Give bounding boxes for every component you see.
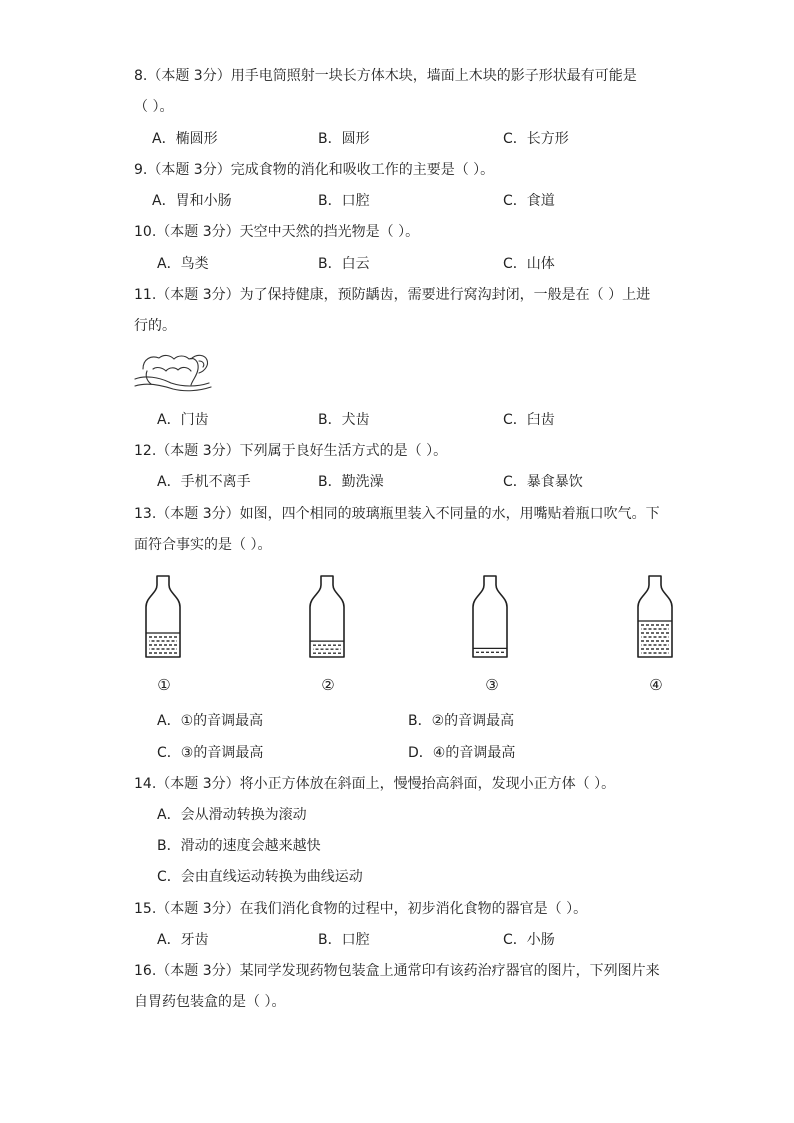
bottle-4-label: ④	[649, 676, 663, 694]
question-13-option-b[interactable]: B．②的音调最高	[408, 713, 515, 729]
question-12-stem: 12.（本题 3分）下列属于良好生活方式的是（ ）。	[134, 443, 448, 459]
question-9-option-a[interactable]: A．胃和小肠	[152, 193, 232, 209]
question-9-option-c[interactable]: C．食道	[503, 193, 555, 209]
bottle-1	[144, 575, 182, 659]
question-12-option-b[interactable]: B．勤洗澡	[318, 474, 384, 490]
question-15-option-c[interactable]: C．小肠	[503, 932, 555, 948]
question-13-option-a[interactable]: A．①的音调最高	[157, 713, 264, 729]
question-10-option-c[interactable]: C．山体	[503, 256, 555, 272]
question-8-option-b[interactable]: B．圆形	[318, 131, 370, 147]
question-14-option-c[interactable]: C．会由直线运动转换为曲线运动	[157, 869, 363, 885]
bottle-3-water	[473, 648, 507, 652]
question-11-stem-line-2: 行的。	[134, 318, 176, 334]
question-16-stem-line-1: 16.（本题 3分）某同学发现药物包装盒上通常印有该药治疗器官的图片，下列图片来	[134, 963, 660, 979]
molar-tooth-illustration	[133, 349, 213, 393]
question-10-option-a[interactable]: A．鸟类	[157, 256, 209, 272]
question-11-option-c[interactable]: C．臼齿	[503, 412, 555, 428]
question-14-option-b[interactable]: B．滑动的速度会越来越快	[157, 838, 321, 854]
bottle-3	[471, 575, 509, 659]
question-8-stem-line-2: （ ）。	[134, 99, 174, 115]
question-10-option-b[interactable]: B．白云	[318, 256, 370, 272]
question-9-option-b[interactable]: B．口腔	[318, 193, 370, 209]
question-13-stem-line-1: 13.（本题 3分）如图，四个相同的玻璃瓶里装入不同量的水，用嘴贴着瓶口吹气。下	[134, 506, 660, 522]
question-11-stem-line-1: 11.（本题 3分）为了保持健康，预防龋齿，需要进行窝沟封闭，一般是在（ ）上进	[134, 287, 651, 303]
question-15-option-a[interactable]: A．牙齿	[157, 932, 209, 948]
question-14-option-a[interactable]: A．会从滑动转换为滚动	[157, 807, 307, 823]
question-14-stem: 14.（本题 3分）将小正方体放在斜面上，慢慢抬高斜面，发现小正方体（ ）。	[134, 776, 616, 792]
question-12-option-c[interactable]: C．暴食暴饮	[503, 474, 583, 490]
bottle-4-water	[638, 621, 672, 653]
question-10-stem: 10.（本题 3分）天空中天然的挡光物是（ ）。	[134, 224, 420, 240]
bottle-2-label: ②	[321, 676, 335, 694]
question-15-option-b[interactable]: B．口腔	[318, 932, 370, 948]
question-9-stem: 9.（本题 3分）完成食物的消化和吸收工作的主要是（ ）。	[134, 162, 495, 178]
bottle-2	[308, 575, 346, 659]
question-13-option-c[interactable]: C．③的音调最高	[157, 745, 264, 761]
bottle-3-label: ③	[485, 676, 499, 694]
bottle-1-label: ①	[157, 676, 171, 694]
question-13-option-d[interactable]: D．④的音调最高	[408, 745, 516, 761]
question-8-option-a[interactable]: A．椭圆形	[152, 131, 218, 147]
bottle-4	[636, 575, 674, 659]
question-8-option-c[interactable]: C．长方形	[503, 131, 569, 147]
question-12-option-a[interactable]: A．手机不离手	[157, 474, 251, 490]
question-11-option-b[interactable]: B．犬齿	[318, 412, 370, 428]
bottle-1-water	[146, 633, 180, 653]
question-8-stem-line-1: 8.（本题 3分）用手电筒照射一块长方体木块，墙面上木块的影子形状最有可能是	[134, 68, 637, 84]
question-16-stem-line-2: 自胃药包装盒的是（ ）。	[134, 994, 286, 1010]
question-15-stem: 15.（本题 3分）在我们消化食物的过程中，初步消化食物的器官是（ ）。	[134, 901, 588, 917]
question-13-stem-line-2: 面符合事实的是（ ）。	[134, 537, 272, 553]
bottle-3-outline	[473, 576, 507, 657]
question-11-option-a[interactable]: A．门齿	[157, 412, 209, 428]
bottle-2-water	[310, 641, 344, 653]
